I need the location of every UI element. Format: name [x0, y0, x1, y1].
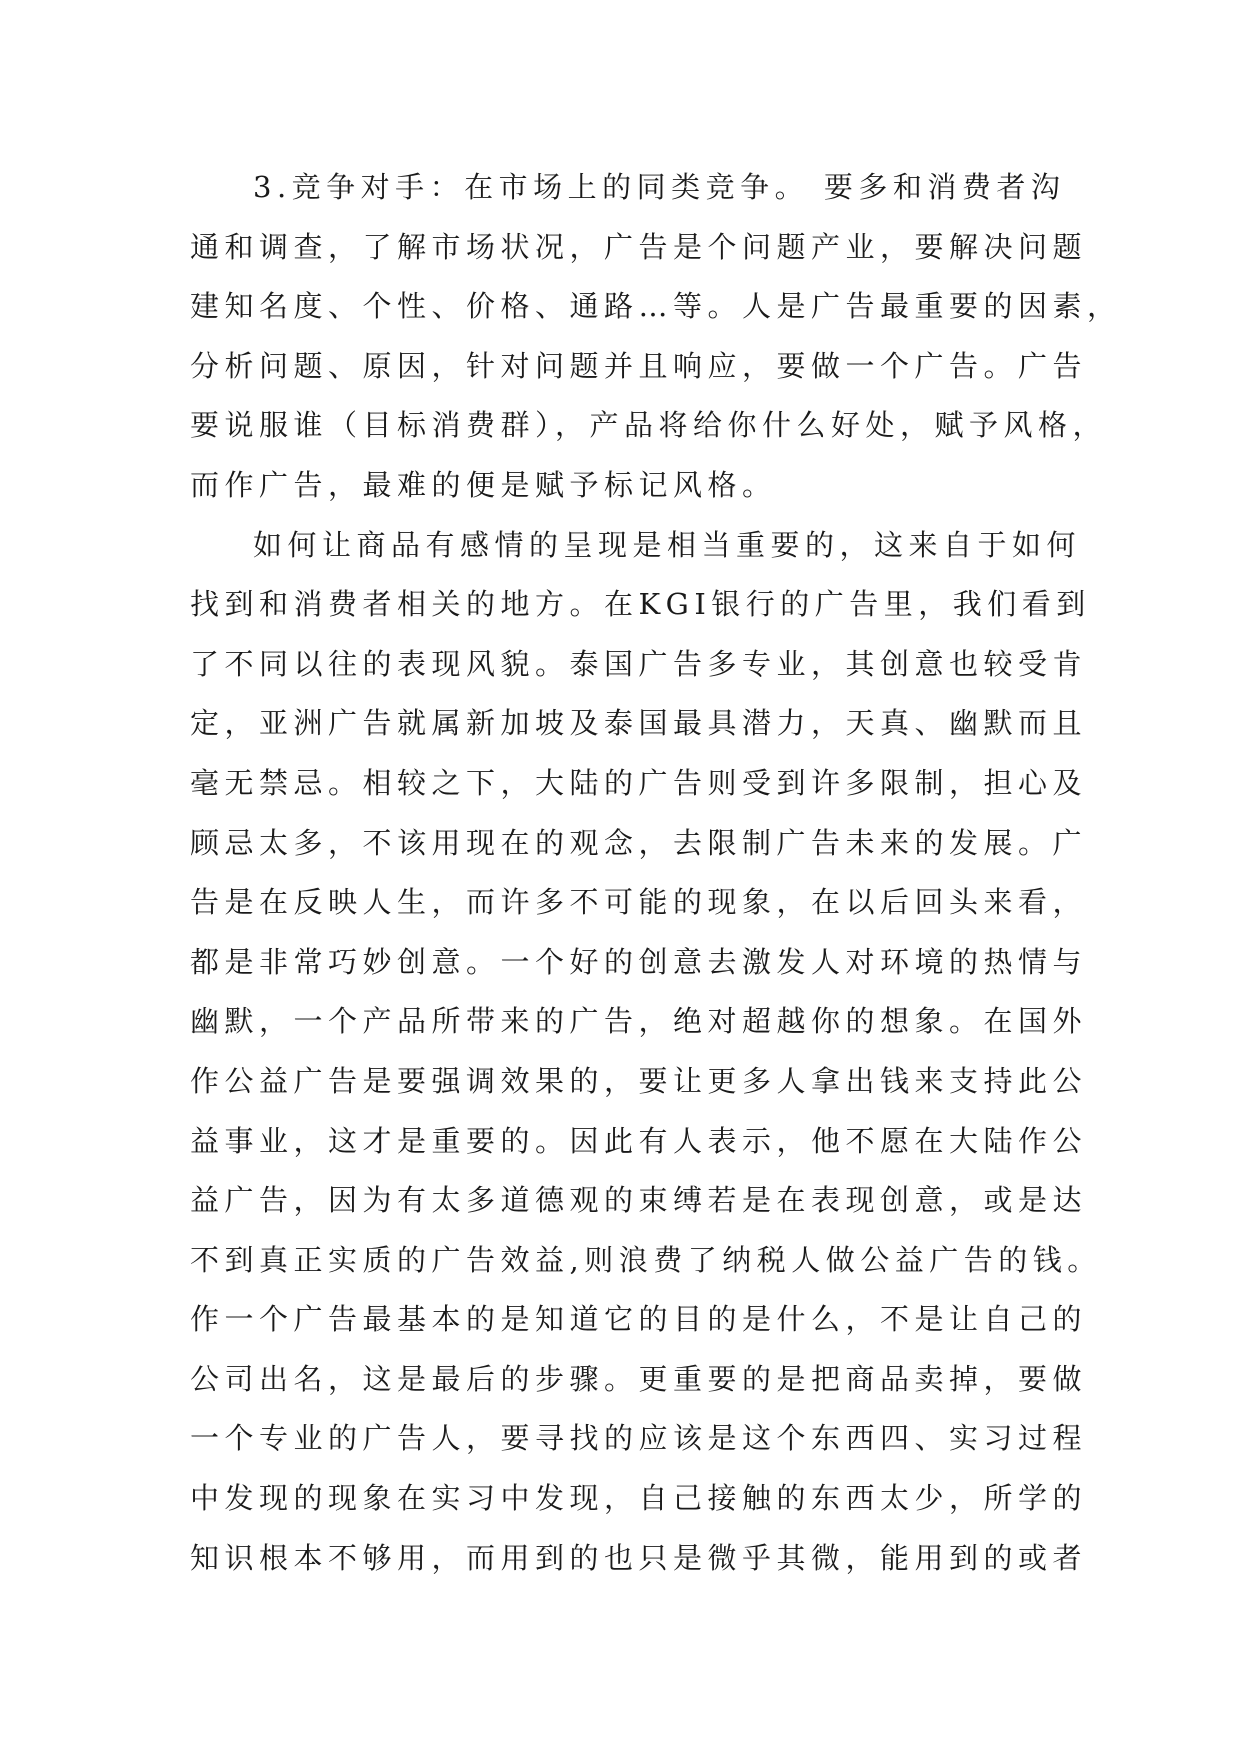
text-line: 了不同以往的表现风貌。泰国广告多专业，其创意也较受肯	[190, 646, 1088, 681]
text-line: 作公益广告是要强调效果的，要让更多人拿出钱来支持此公	[190, 1063, 1088, 1098]
text-line: 要说服谁（目标消费群），产品将给你什么好处，赋予风格，	[190, 408, 1108, 443]
text-line: 幽默，一个产品所带来的广告，绝对超越你的想象。在国外	[190, 1004, 1088, 1039]
text-line: 知识根本不够用，而用到的也只是微乎其微，能用到的或者	[190, 1540, 1088, 1575]
paragraph-2	[190, 516, 1102, 1589]
text-line: 顾忌太多，不该用现在的观念，去限制广告未来的发展。广	[190, 825, 1088, 860]
paragraph-1	[190, 158, 1122, 516]
text-line: 都是非常巧妙创意。一个好的创意去激发人对环境的热情与	[190, 944, 1088, 979]
text-line: 益事业，这才是重要的。因此有人表示，他不愿在大陆作公	[190, 1123, 1088, 1158]
text-line: 如何让商品有感情的呈现是相当重要的，这来自于如何	[253, 527, 1082, 562]
text-line: 益广告，因为有太多道德观的束缚若是在表现创意，或是达	[190, 1183, 1088, 1218]
text-line: 公司出名，这是最后的步骤。更重要的是把商品卖掉，要做	[190, 1361, 1088, 1396]
body-text	[190, 158, 1122, 1588]
text-line: 通和调查，了解市场状况，广告是个问题产业，要解决问题	[190, 229, 1088, 264]
text-line: 毫无禁忌。相较之下，大陆的广告则受到许多限制，担心及	[190, 765, 1088, 800]
text-line: 一个专业的广告人，要寻找的应该是这个东西四、实习过程	[190, 1421, 1088, 1456]
text-line: 中发现的现象在实习中发现，自己接触的东西太少，所学的	[190, 1481, 1088, 1516]
text-line: 不到真正实质的广告效益,则浪费了纳税人做公益广告的钱。	[190, 1242, 1102, 1277]
text-line: 3.竞争对手：在市场上的同类竞争。 要多和消费者沟	[253, 170, 1066, 204]
text-line: 建知名度、个性、价格、通路…等。人是广告最重要的因素，	[190, 289, 1122, 324]
text-line: 告是在反映人生，而许多不可能的现象，在以后回头来看，	[190, 885, 1088, 920]
text-line: 定，亚洲广告就属新加坡及泰国最具潜力，天真、幽默而且	[190, 706, 1088, 741]
text-line: 而作广告，最难的便是赋予标记风格。	[190, 467, 777, 502]
text-line: 分析问题、原因，针对问题并且响应，要做一个广告。广告	[190, 348, 1088, 383]
text-line: 作一个广告最基本的是知道它的目的是什么，不是让自己的	[190, 1302, 1088, 1337]
text-line: 找到和消费者相关的地方。在KGI银行的广告里，我们看到	[190, 587, 1091, 622]
